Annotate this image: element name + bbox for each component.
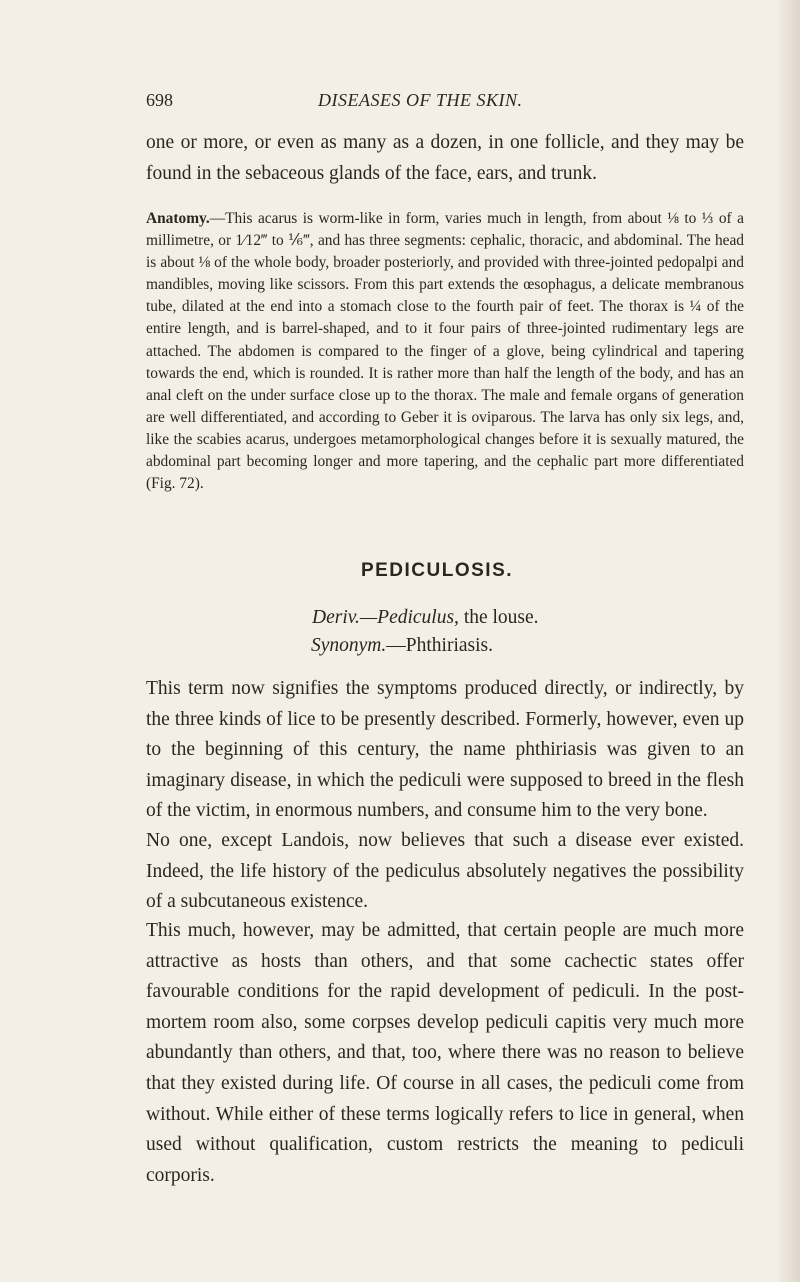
synonym-label: Synonym. — [311, 635, 387, 656]
derivation-line — [312, 607, 539, 629]
page-edge-shadow — [778, 0, 800, 1282]
synonym-value: —Phthiriasis. — [386, 635, 493, 656]
page-header — [146, 90, 646, 116]
section-title: PEDICULOSIS. — [360, 560, 514, 581]
anatomy-lead: Anatomy. — [146, 210, 210, 227]
anatomy-paragraph — [146, 208, 744, 495]
intro-paragraph: one or more, or even as many as a dozen, in one follicle, and they may be found in the sebaceous glands of the face, ears, and trunk. — [146, 132, 744, 184]
running-title: DISEASES OF THE SKIN. — [318, 90, 523, 110]
page-number: 698 — [146, 90, 173, 110]
deriv-label: Deriv. — [312, 607, 360, 628]
synonym-line — [311, 635, 493, 657]
body-paragraph-2: No one, except Landois, now believes that such a disease ever existed. Indeed, the life history of the pediculus absolutely negatives the possibility of a subcutaneous existence. — [146, 830, 744, 913]
deriv-word: —Pediculus, — [359, 607, 459, 628]
deriv-meaning: the louse. — [458, 607, 539, 628]
body-paragraph-3: This much, however, may be admitted, that certain people are much more attractive as hosts than others, and that some cachectic states offer favourable conditions for the rapid development of pediculi. In the post-mortem room also, some corpses develop pediculi capitis very much more abundantly than others, and that, too, where there was no reason to believe that they existed during life. Of course in all cases, the pediculi come from without. While either of these terms logically refers to lice in general, when used without qualification, custom restricts the meaning to pediculi corporis. — [146, 920, 744, 1186]
body-paragraph-1: This term now signifies the symptoms produced directly, or indirectly, by the three kinds of lice to be presently described. Formerly, however, even up to the beginning of this century, the name phthiriasis was given to an imaginary disease, in which the pediculi were supposed to breed in the flesh of the victim, in enormous numbers, and consume him to the very bone. — [146, 678, 744, 822]
anatomy-text: —This acarus is worm-like in form, varies much in length, from about ⅛ to ⅓ of a millimetre, or 1⁄12‴ to ⅙‴, and has three segments: cephalic, thoracic, and abdominal. The head is about ⅛ of the whole body, broader posteriorly, and provided with three-jointed pedopalpi and mandibles, moving like scissors. From this part extends the œsophagus, a delicate membranous tube, dilated at the end into a stomach close to the fourth pair of feet. The thorax is ¼ of the entire length, and is barrel-shaped, and to it four pairs of three-jointed rudimentary legs are attached. The abdomen is compared to the finger of a glove, being cylindrical and tapering towards the end, which is rounded. It is rather more than half the length of the body, and has an anal cleft on the under surface close up to the thorax. The male and female organs of generation are well differentiated, and according to Geber it is oviparous. The larva has only six legs, and, like the scabies acarus, undergoes metamorphological changes before it is sexually matured, the abdominal part becoming longer and more tapering, and the cephalic part more differentiated (Fig. 72). — [146, 210, 744, 493]
